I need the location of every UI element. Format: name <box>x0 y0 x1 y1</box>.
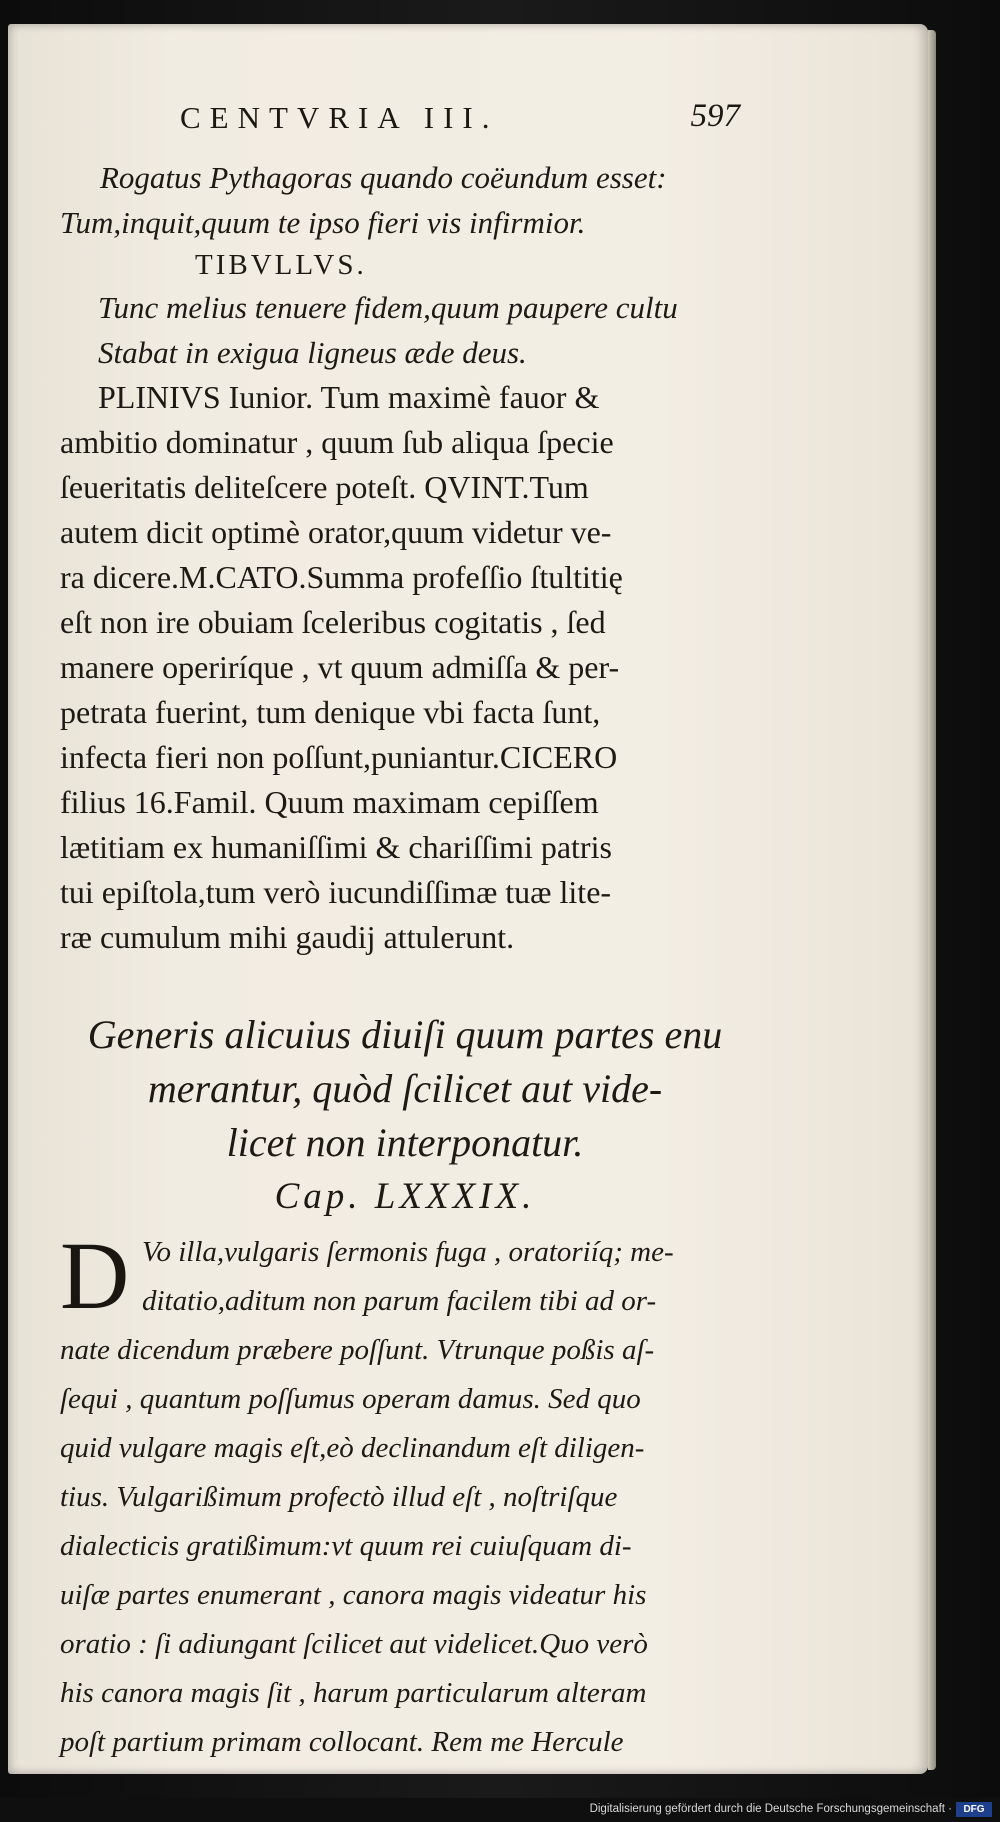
body-line: quid vulgare magis eſt,eò declinandum eſt diligen- <box>60 1432 645 1464</box>
text-line: Rogatus Pythagoras quando coëundum esset: <box>100 160 667 195</box>
body-line: uiſæ partes enumerant , canora magis videatur his <box>60 1579 647 1611</box>
text-block <box>60 155 750 1767</box>
chapter-heading-line: merantur, quòd ſcilicet aut vide- <box>147 1066 663 1111</box>
text-line: tui epiſtola,tum verò iucundiſſimæ tuæ lite- <box>60 874 612 910</box>
text-line: PLINIVS Iunior. Tum maximè fauor & <box>98 379 600 415</box>
text-line: lætitiam ex humaniſſimi & chariſſimi patris <box>60 829 612 865</box>
page-header <box>180 100 740 144</box>
page-edge <box>928 30 936 1770</box>
text-line: Tum,inquit,quum te ipso fieri vis infirmior. <box>60 205 586 240</box>
text-line: ræ cumulum mihi gaudij attulerunt. <box>60 919 515 955</box>
text-line: filius 16.Famil. Quum maximam cepiſſem <box>60 784 599 820</box>
text-line: eſt non ire obuiam ſceleribus cogitatis , ſed <box>60 604 606 640</box>
body-line: tius. Vulgarißimum profectò illud eſt , noſtriſque <box>60 1481 618 1513</box>
verse-line: Stabat in exigua ligneus æde deus. <box>98 335 527 370</box>
text-line: infecta fieri non poſſunt,puniantur.CICERO <box>60 739 618 775</box>
body-line: poſt partium primam collocant. Rem me Hercule <box>60 1726 624 1758</box>
section-gap <box>60 960 750 1008</box>
verse-line: Tunc melius tenuere fidem,quum paupere cultu <box>98 290 678 325</box>
chapter-number: Cap. LXXXIX. <box>274 1176 536 1217</box>
text-line: petrata fuerint, tum denique vbi facta ſunt, <box>60 694 601 730</box>
running-head: CENTVRIA III. <box>180 100 499 135</box>
body-line: dialecticis gratißimum:vt quum rei cuiuſquam di- <box>60 1530 632 1562</box>
body-line: oratio : ſi adiungant ſcilicet aut videlicet.Quo verò <box>60 1628 648 1660</box>
body-line: ditatio,aditum non parum facilem tibi ad or- <box>142 1285 657 1317</box>
body-line: Vo illa,vulgaris ſermonis fuga , oratoriíq; me- <box>142 1236 674 1268</box>
text-line: ambitio dominatur , quum ſub aliqua ſpecie <box>60 424 614 460</box>
chapter-body <box>60 1222 750 1767</box>
footer-credit: Digitalisierung gefördert durch die Deutsche Forschungsgemeinschaft · <box>589 1803 952 1815</box>
text-line: manere operiríque , vt quum admiſſa & per- <box>60 649 620 685</box>
body-line: ſequi , quantum poſſumus operam damus. Sed quo <box>60 1383 641 1415</box>
body-line: nate dicendum præbere poſſunt. Vtrunque poßis aſ- <box>60 1334 655 1366</box>
body-line: his canora magis ſit , harum particularum alteram <box>60 1677 647 1709</box>
chapter-heading-line: Generis alicuius diuiſi quum partes enu <box>87 1012 723 1057</box>
drop-cap: D <box>60 1222 130 1329</box>
text-line: autem dicit optimè orator,quum videtur ve- <box>60 514 612 550</box>
page-number: 597 <box>690 98 740 134</box>
author-heading: TIBVLLVS. <box>195 249 367 281</box>
dfg-logo: DFG <box>956 1802 992 1817</box>
text-line: ſeueritatis deliteſcere poteſt. QVINT.Tum <box>60 469 589 505</box>
text-line: ra dicere.M.CATO.Summa profeſſio ſtultitię <box>60 559 623 595</box>
chapter-heading-line: licet non interponatur. <box>226 1120 584 1165</box>
